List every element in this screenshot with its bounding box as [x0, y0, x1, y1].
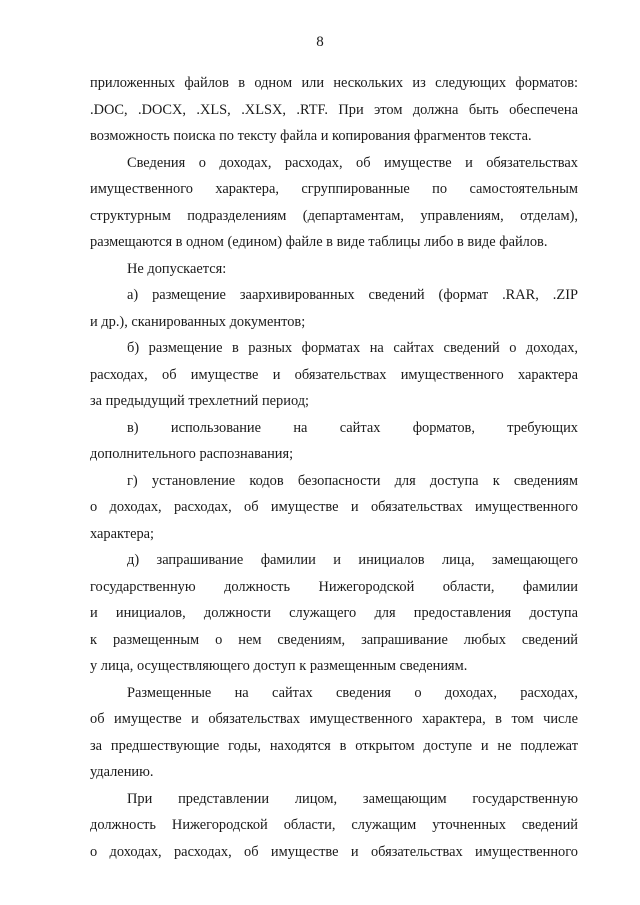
text-line: При представлении лицом, замещающим государственную — [127, 790, 578, 807]
text-line: за предыдущий трехлетний период; — [90, 393, 310, 409]
text-line: а) размещение заархивированных сведений (формат .RAR, .ZIP — [127, 287, 578, 303]
text-line: имущественного характера, сгруппированные по самостоятельным — [90, 181, 578, 197]
text-line: об имуществе и обязательствах имущественного характера, в том числе — [90, 711, 578, 727]
text-line: д) запрашивание фамилии и инициалов лица, замещающего — [127, 552, 578, 568]
text-line: дополнительного распознавания; — [90, 446, 294, 462]
body-text — [90, 70, 578, 865]
text-line: Не допускается: — [127, 260, 227, 277]
text-line: государственную должность Нижегородской области, фамилии — [90, 578, 578, 595]
text-line: .DOC, .DOCX, .XLS, .XLSX, .RTF. При этом должна быть обеспечена — [90, 101, 578, 118]
text-line: в) использование на сайтах форматов, требующих — [127, 419, 578, 436]
text-line: к размещенным о нем сведениям, запрашивание любых сведений — [90, 631, 578, 648]
text-line: характера; — [90, 525, 155, 542]
text-line: должность Нижегородской области, служащим уточненных сведений — [90, 817, 578, 833]
text-line: у лица, осуществляющего доступ к размещенным сведениям. — [90, 658, 468, 674]
text-line: о доходах, расходах, об имуществе и обязательствах имущественного — [90, 843, 578, 860]
text-line: б) размещение в разных форматах на сайтах сведений о доходах, — [127, 340, 578, 356]
text-line: и инициалов, должности служащего для предоставления доступа — [90, 605, 578, 621]
text-line: Сведения о доходах, расходах, об имуществе и обязательствах — [127, 154, 578, 171]
text-line: г) установление кодов безопасности для доступа к сведениям — [127, 472, 578, 489]
text-line: структурным подразделениям (департаментам, управлениям, отделам), — [90, 207, 578, 224]
text-line: возможность поиска по тексту файла и копирования фрагментов текста. — [90, 128, 532, 144]
page-number: 8 — [316, 34, 324, 50]
text-line: расходах, об имуществе и обязательствах имущественного характера — [90, 366, 578, 383]
text-line: размещаются в одном (едином) файле в виде таблицы либо в виде файлов. — [90, 234, 548, 250]
text-line: за предшествующие годы, находятся в открытом доступе и не подлежат — [90, 737, 578, 754]
text-line: удалению. — [90, 764, 154, 780]
text-line: Размещенные на сайтах сведения о доходах, расходах, — [127, 684, 578, 701]
text-line: и др.), сканированных документов; — [90, 313, 306, 330]
text-line: о доходах, расходах, об имуществе и обязательствах имущественного — [90, 499, 578, 515]
text-line: приложенных файлов в одном или нескольких из следующих форматов: — [90, 75, 578, 91]
